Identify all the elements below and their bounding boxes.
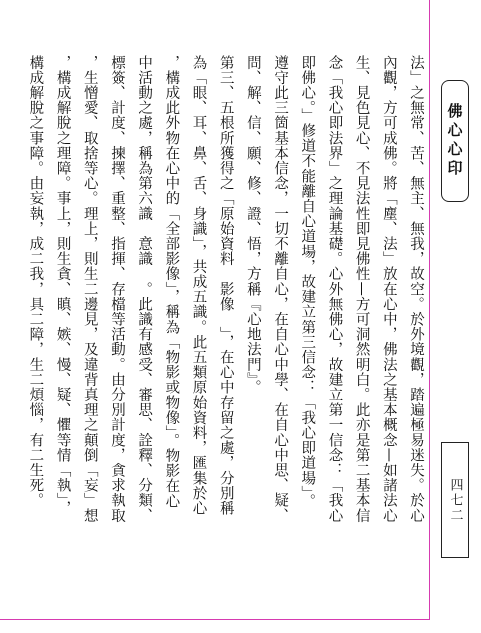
text-column: 中活動之處，稱為第六識 意識 。此識有感受、審思、詮釋、分類、: [136, 55, 153, 524]
body-text: [3, 55, 429, 620]
text-column: 遵守此三箇基本信念，一切不離自心，在自心中學、在自心中思、疑、: [272, 55, 289, 524]
text-column: ，生憎愛、取捨等心。理上，則生二邊見，及違背真理之顛倒「妄」想: [81, 55, 98, 524]
text-column: ，構成解脫之理障。事上，則生貪、瞋、嫉、慢、疑、懼等情「執」，: [54, 55, 71, 516]
text-column: 標簽、計度、揀擇、重整、指揮、存檔等活動。由分別計度，貪求執取: [108, 55, 125, 524]
page-number-box: [441, 442, 469, 558]
text-column: 即佛心。」修道不能離自心道場，故建立第三信念：「我心即道場」。: [299, 55, 316, 509]
book-title-box: [441, 80, 469, 202]
text-column: 構成解脫之事障。由妄執，成二我，具二障，生二煩惱，有二生死。: [27, 55, 44, 508]
text-column: ，構成此外物在心中的「全部影像」，稱為「物影或物像」。物影在心: [163, 55, 180, 509]
text-column: 第三、五根所獲得之「原始資料 影像 」，在心中存留之處，分別稱: [217, 55, 234, 516]
text-column: 問、解、信、願、修、證、悟，方稱『心地法門』。: [244, 55, 261, 396]
book-title: 佛心心印: [445, 103, 464, 179]
text-column: 內觀，方可成佛。將「塵、法」放在心中，佛法之基本概念—如諸法心: [380, 55, 397, 524]
text-column: 生、見色見心、不見法性即見佛性—方可洞然明白。此亦是第二基本信: [353, 55, 370, 524]
text-column: 法」之無常、苦、無主、無我，故空。於外境觀，踏遍極易迷失。於心: [408, 55, 424, 524]
text-column: 念「我心即法界」之理論基礎。心外無佛心，故建立第一信念：「我心: [326, 55, 343, 524]
page-number: 四七二: [447, 477, 463, 523]
text-column: 為「眼、耳、鼻、舌、身識」，共成五識。此五類原始資料，匯集於心: [190, 55, 207, 516]
